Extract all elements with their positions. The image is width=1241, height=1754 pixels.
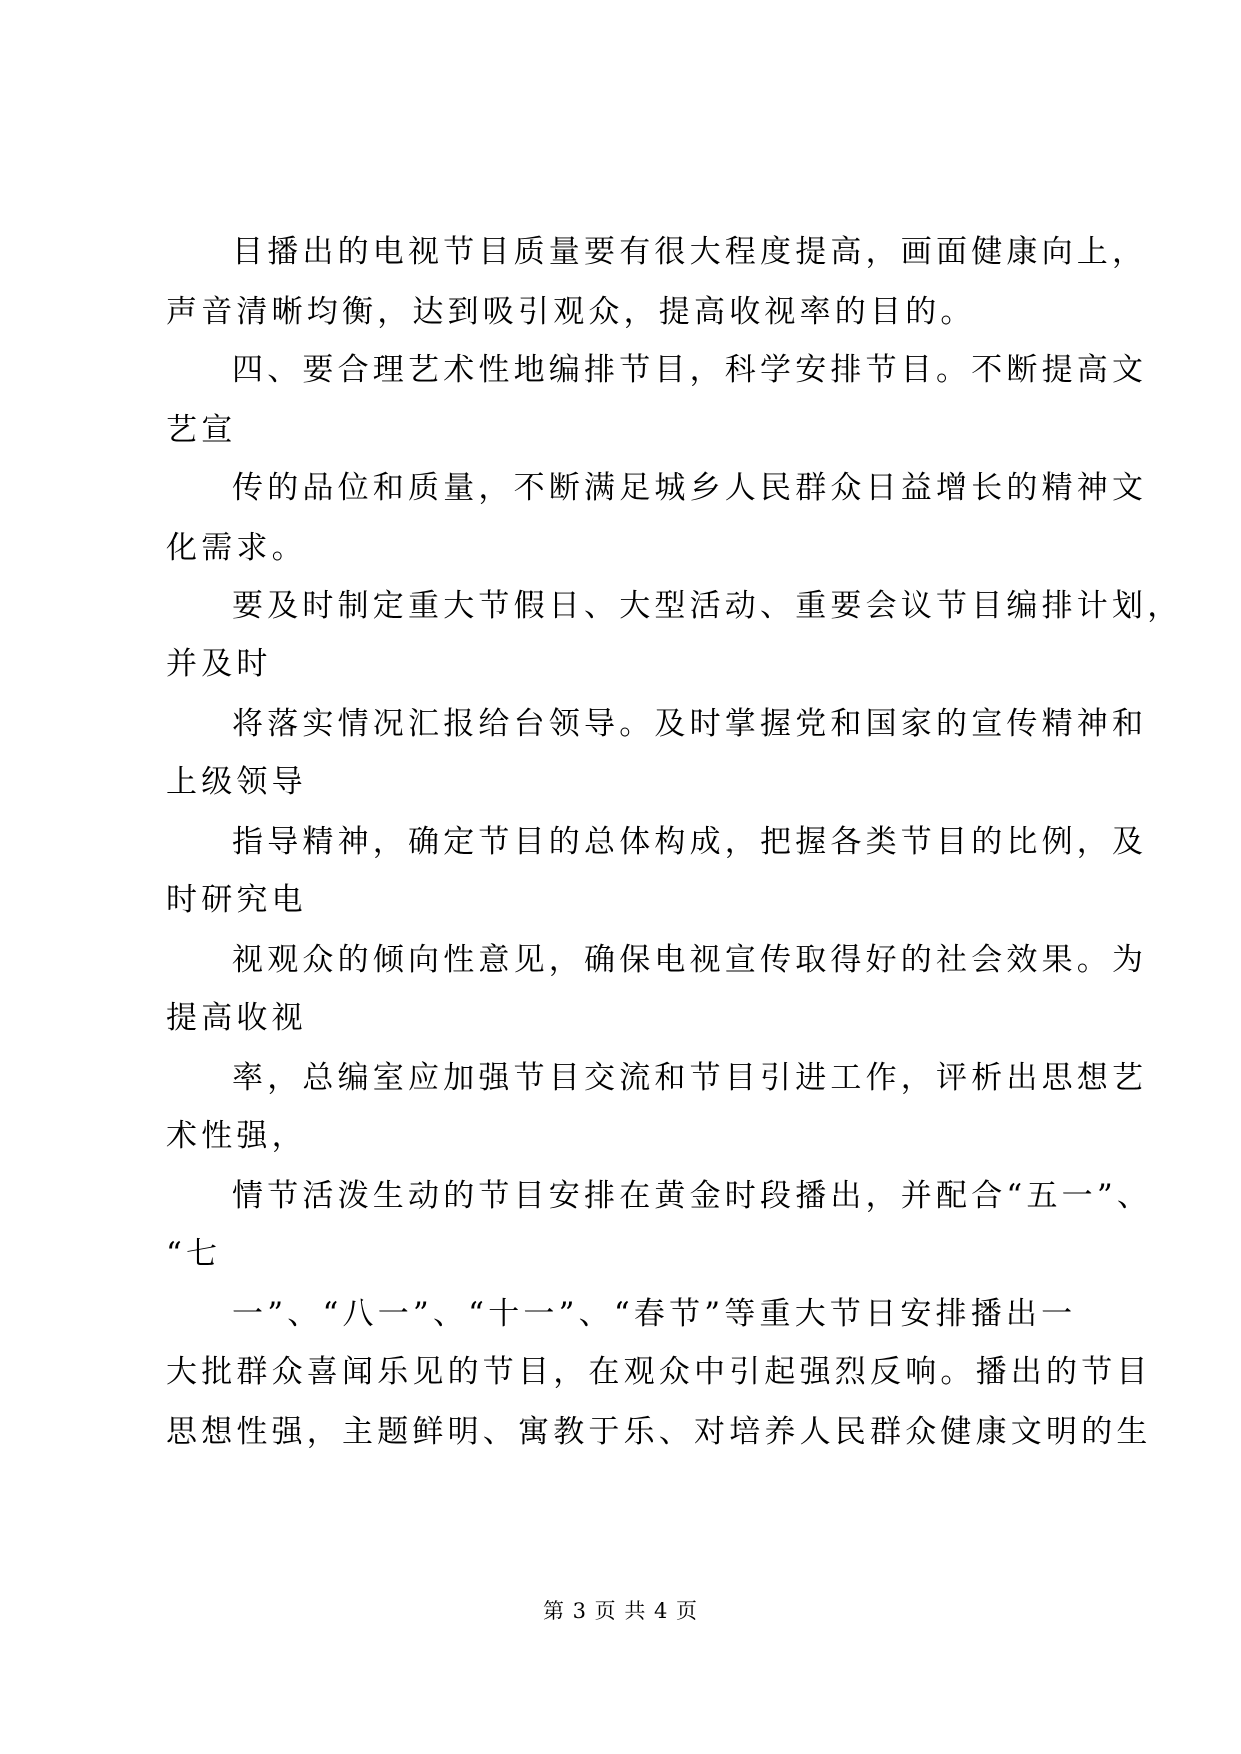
text-line: 声音清晰均衡，达到吸引观众，提高收视率的目的。 bbox=[166, 294, 976, 330]
text-line: 化需求。 bbox=[166, 530, 307, 566]
text-line: 并及时 bbox=[166, 646, 272, 682]
text-line: 术性强， bbox=[166, 1118, 307, 1154]
text-line: 情节活泼生动的节目安排在黄金时段播出，并配合“五一”、 bbox=[232, 1178, 1153, 1214]
text-line: 指导精神，确定节目的总体构成，把握各类节目的比例，及 bbox=[232, 824, 1148, 860]
text-line: “七 bbox=[166, 1236, 222, 1272]
text-line: 大批群众喜闻乐见的节目，在观众中引起强烈反响。播出的节目 bbox=[166, 1354, 1152, 1390]
text-line: 思想性强，主题鲜明、寓教于乐、对培养人民群众健康文明的生 bbox=[166, 1414, 1152, 1450]
text-line: 上级领导 bbox=[166, 764, 307, 800]
text-line: 提高收视 bbox=[166, 1000, 307, 1036]
text-line: 时研究电 bbox=[166, 882, 307, 918]
text-line: 传的品位和质量，不断满足城乡人民群众日益增长的精神文 bbox=[232, 470, 1148, 506]
page-number-footer: 第 3 页 共 4 页 bbox=[542, 1599, 699, 1623]
text-line: 四、要合理艺术性地编排节目，科学安排节目。不断提高文 bbox=[232, 352, 1148, 388]
text-line: 率，总编室应加强节目交流和节目引进工作，评析出思想艺 bbox=[232, 1060, 1148, 1096]
text-line: 要及时制定重大节假日、大型活动、重要会议节目编排计划， bbox=[232, 588, 1183, 624]
text-line: 一”、“八一”、“十一”、“春节”等重大节日安排播出一 bbox=[232, 1296, 1077, 1332]
text-line: 艺宣 bbox=[166, 412, 237, 448]
text-line: 视观众的倾向性意见，确保电视宣传取得好的社会效果。为 bbox=[232, 942, 1148, 978]
text-line: 将落实情况汇报给台领导。及时掌握党和国家的宣传精神和 bbox=[232, 706, 1148, 742]
text-line: 目播出的电视节目质量要有很大程度提高，画面健康向上， bbox=[232, 234, 1148, 270]
